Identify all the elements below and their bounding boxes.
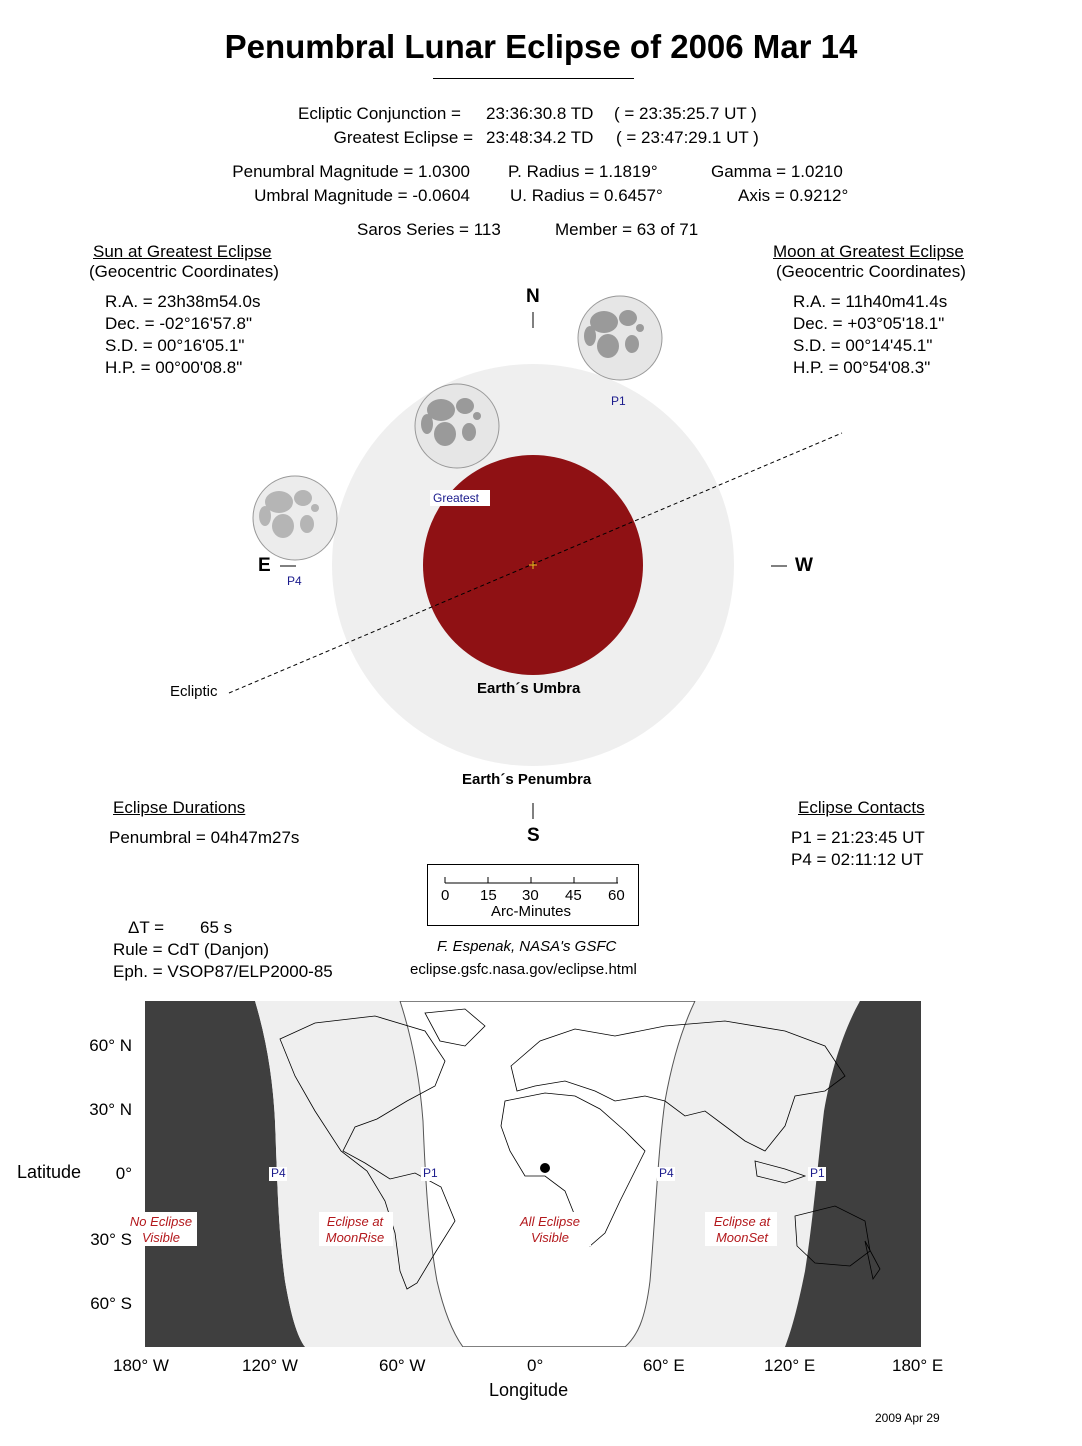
page-title: Penumbral Lunar Eclipse of 2006 Mar 14 xyxy=(224,28,858,65)
greatest-eclipse-ut: ( = 23:47:29.1 UT ) xyxy=(616,128,759,147)
lat-tick-0: 0° xyxy=(115,1164,132,1183)
delta-t-value: 65 s xyxy=(200,918,233,937)
moon-dec: Dec. = +03°05'18.1" xyxy=(793,314,945,333)
sun-dec: Dec. = -02°16'57.8" xyxy=(105,314,252,333)
moon-title: Moon at Greatest Eclipse xyxy=(773,242,964,261)
lat-tick-60n: 60° N xyxy=(89,1036,132,1055)
saros-series: Saros Series = 113 xyxy=(357,220,501,239)
durations-title: Eclipse Durations xyxy=(113,798,246,817)
axis: Axis = 0.9212° xyxy=(738,186,849,205)
all-visible-line2: Visible xyxy=(530,1230,570,1245)
lon-tick-120w: 120° W xyxy=(242,1356,298,1375)
scale-tick-60: 60 xyxy=(608,887,625,904)
footer-date: 2009 Apr 29 xyxy=(875,1411,940,1425)
moonrise-line2: MoonRise xyxy=(325,1230,385,1245)
p4-moon-label: P4 xyxy=(287,574,302,588)
umbra-label: Earth´s Umbra xyxy=(477,680,581,697)
map-p1-west: P1 xyxy=(423,1166,438,1180)
map-xlabel: Longitude xyxy=(489,1380,569,1400)
lat-tick-30n: 30° N xyxy=(89,1100,132,1119)
sun-ra: R.A. = 23h38m54.0s xyxy=(105,292,261,311)
map-p4-west: P4 xyxy=(271,1166,286,1180)
ephemeris-text: Eph. = VSOP87/ELP2000-85 xyxy=(113,962,333,981)
penumbral-duration: Penumbral = 04h47m27s xyxy=(109,828,300,847)
penumbral-magnitude: Penumbral Magnitude = 1.0300 xyxy=(232,162,470,181)
contact-p4: P4 = 02:11:12 UT xyxy=(791,850,924,869)
sun-subtitle: (Geocentric Coordinates) xyxy=(89,262,279,281)
scale-label: Arc-Minutes xyxy=(491,903,572,920)
moonset-line2: MoonSet xyxy=(715,1230,769,1245)
contacts-title: Eclipse Contacts xyxy=(798,798,925,817)
contact-p1: P1 = 21:23:45 UT xyxy=(791,828,925,847)
delta-t-label: ΔT = xyxy=(128,918,165,937)
scale-tick-15: 15 xyxy=(480,887,497,904)
lon-tick-60e: 60° E xyxy=(643,1356,685,1375)
moon-sd: S.D. = 00°14'45.1" xyxy=(793,336,933,355)
south-label: S xyxy=(527,825,540,846)
moonrise-label xyxy=(317,1214,393,1246)
moonrise-line1: Eclipse at xyxy=(326,1214,384,1229)
umbral-radius: U. Radius = 0.6457° xyxy=(510,186,663,205)
lat-tick-30s: 30° S xyxy=(90,1230,132,1249)
moon-hp: H.P. = 00°54'08.3" xyxy=(793,358,931,377)
lon-tick-180w: 180° W xyxy=(113,1356,169,1375)
conjunction-ut: ( = 23:35:25.7 UT ) xyxy=(614,104,757,123)
all-visible-label xyxy=(508,1214,592,1246)
lon-tick-120e: 120° E xyxy=(764,1356,816,1375)
url-text[interactable]: eclipse.gsfc.nasa.gov/eclipse.html xyxy=(410,961,637,978)
sun-sd: S.D. = 00°16'05.1" xyxy=(105,336,245,355)
scale-box xyxy=(427,864,639,926)
scale-tick-45: 45 xyxy=(565,887,582,904)
umbral-magnitude: Umbral Magnitude = -0.0604 xyxy=(254,186,470,205)
moonset-label xyxy=(705,1214,779,1246)
scale-tick-30: 30 xyxy=(522,887,539,904)
greatest-eclipse-td: 23:48:34.2 TD xyxy=(486,128,594,147)
moon-greatest xyxy=(415,384,499,468)
scale-tick-0: 0 xyxy=(441,887,450,904)
lat-tick-60s: 60° S xyxy=(90,1294,132,1313)
east-label: E xyxy=(258,555,271,576)
gamma: Gamma = 1.0210 xyxy=(711,162,843,181)
no-eclipse-line1: No Eclipse xyxy=(129,1214,193,1229)
sun-title: Sun at Greatest Eclipse xyxy=(93,242,272,261)
north-label: N xyxy=(526,286,540,307)
west-label: W xyxy=(795,555,813,576)
greatest-moon-label: Greatest xyxy=(433,491,480,505)
penumbra-label: Earth´s Penumbra xyxy=(462,771,592,788)
lon-tick-0: 0° xyxy=(527,1356,544,1375)
sun-hp: H.P. = 00°00'08.8" xyxy=(105,358,243,377)
moon-p4 xyxy=(253,476,337,560)
map-ylabel: Latitude xyxy=(17,1162,82,1182)
visibility-map xyxy=(145,1001,921,1347)
moonset-line1: Eclipse at xyxy=(713,1214,771,1229)
no-eclipse-line2: Visible xyxy=(141,1230,181,1245)
moon-subtitle: (Geocentric Coordinates) xyxy=(776,262,966,281)
credit-text: F. Espenak, NASA's GSFC xyxy=(437,938,617,955)
penumbral-radius: P. Radius = 1.1819° xyxy=(508,162,658,181)
moon-p1 xyxy=(578,296,662,380)
map-p1-east: P1 xyxy=(810,1166,825,1180)
moon-ra: R.A. = 11h40m41.4s xyxy=(793,292,948,311)
ecliptic-label: Ecliptic xyxy=(170,683,218,700)
no-eclipse-label xyxy=(122,1214,200,1246)
lon-tick-60w: 60° W xyxy=(379,1356,426,1375)
greatest-eclipse-point xyxy=(540,1163,550,1173)
conjunction-label: Ecliptic Conjunction = xyxy=(297,104,461,123)
conjunction-td: 23:36:30.8 TD xyxy=(486,104,594,123)
greatest-eclipse-label: Greatest Eclipse = xyxy=(333,128,473,147)
rule-text: Rule = CdT (Danjon) xyxy=(113,940,270,959)
p1-moon-label: P1 xyxy=(611,394,626,408)
lon-tick-180e: 180° E xyxy=(892,1356,944,1375)
saros-member: Member = 63 of 71 xyxy=(555,220,699,239)
map-p4-east: P4 xyxy=(659,1166,674,1180)
all-visible-line1: All Eclipse xyxy=(520,1214,580,1229)
